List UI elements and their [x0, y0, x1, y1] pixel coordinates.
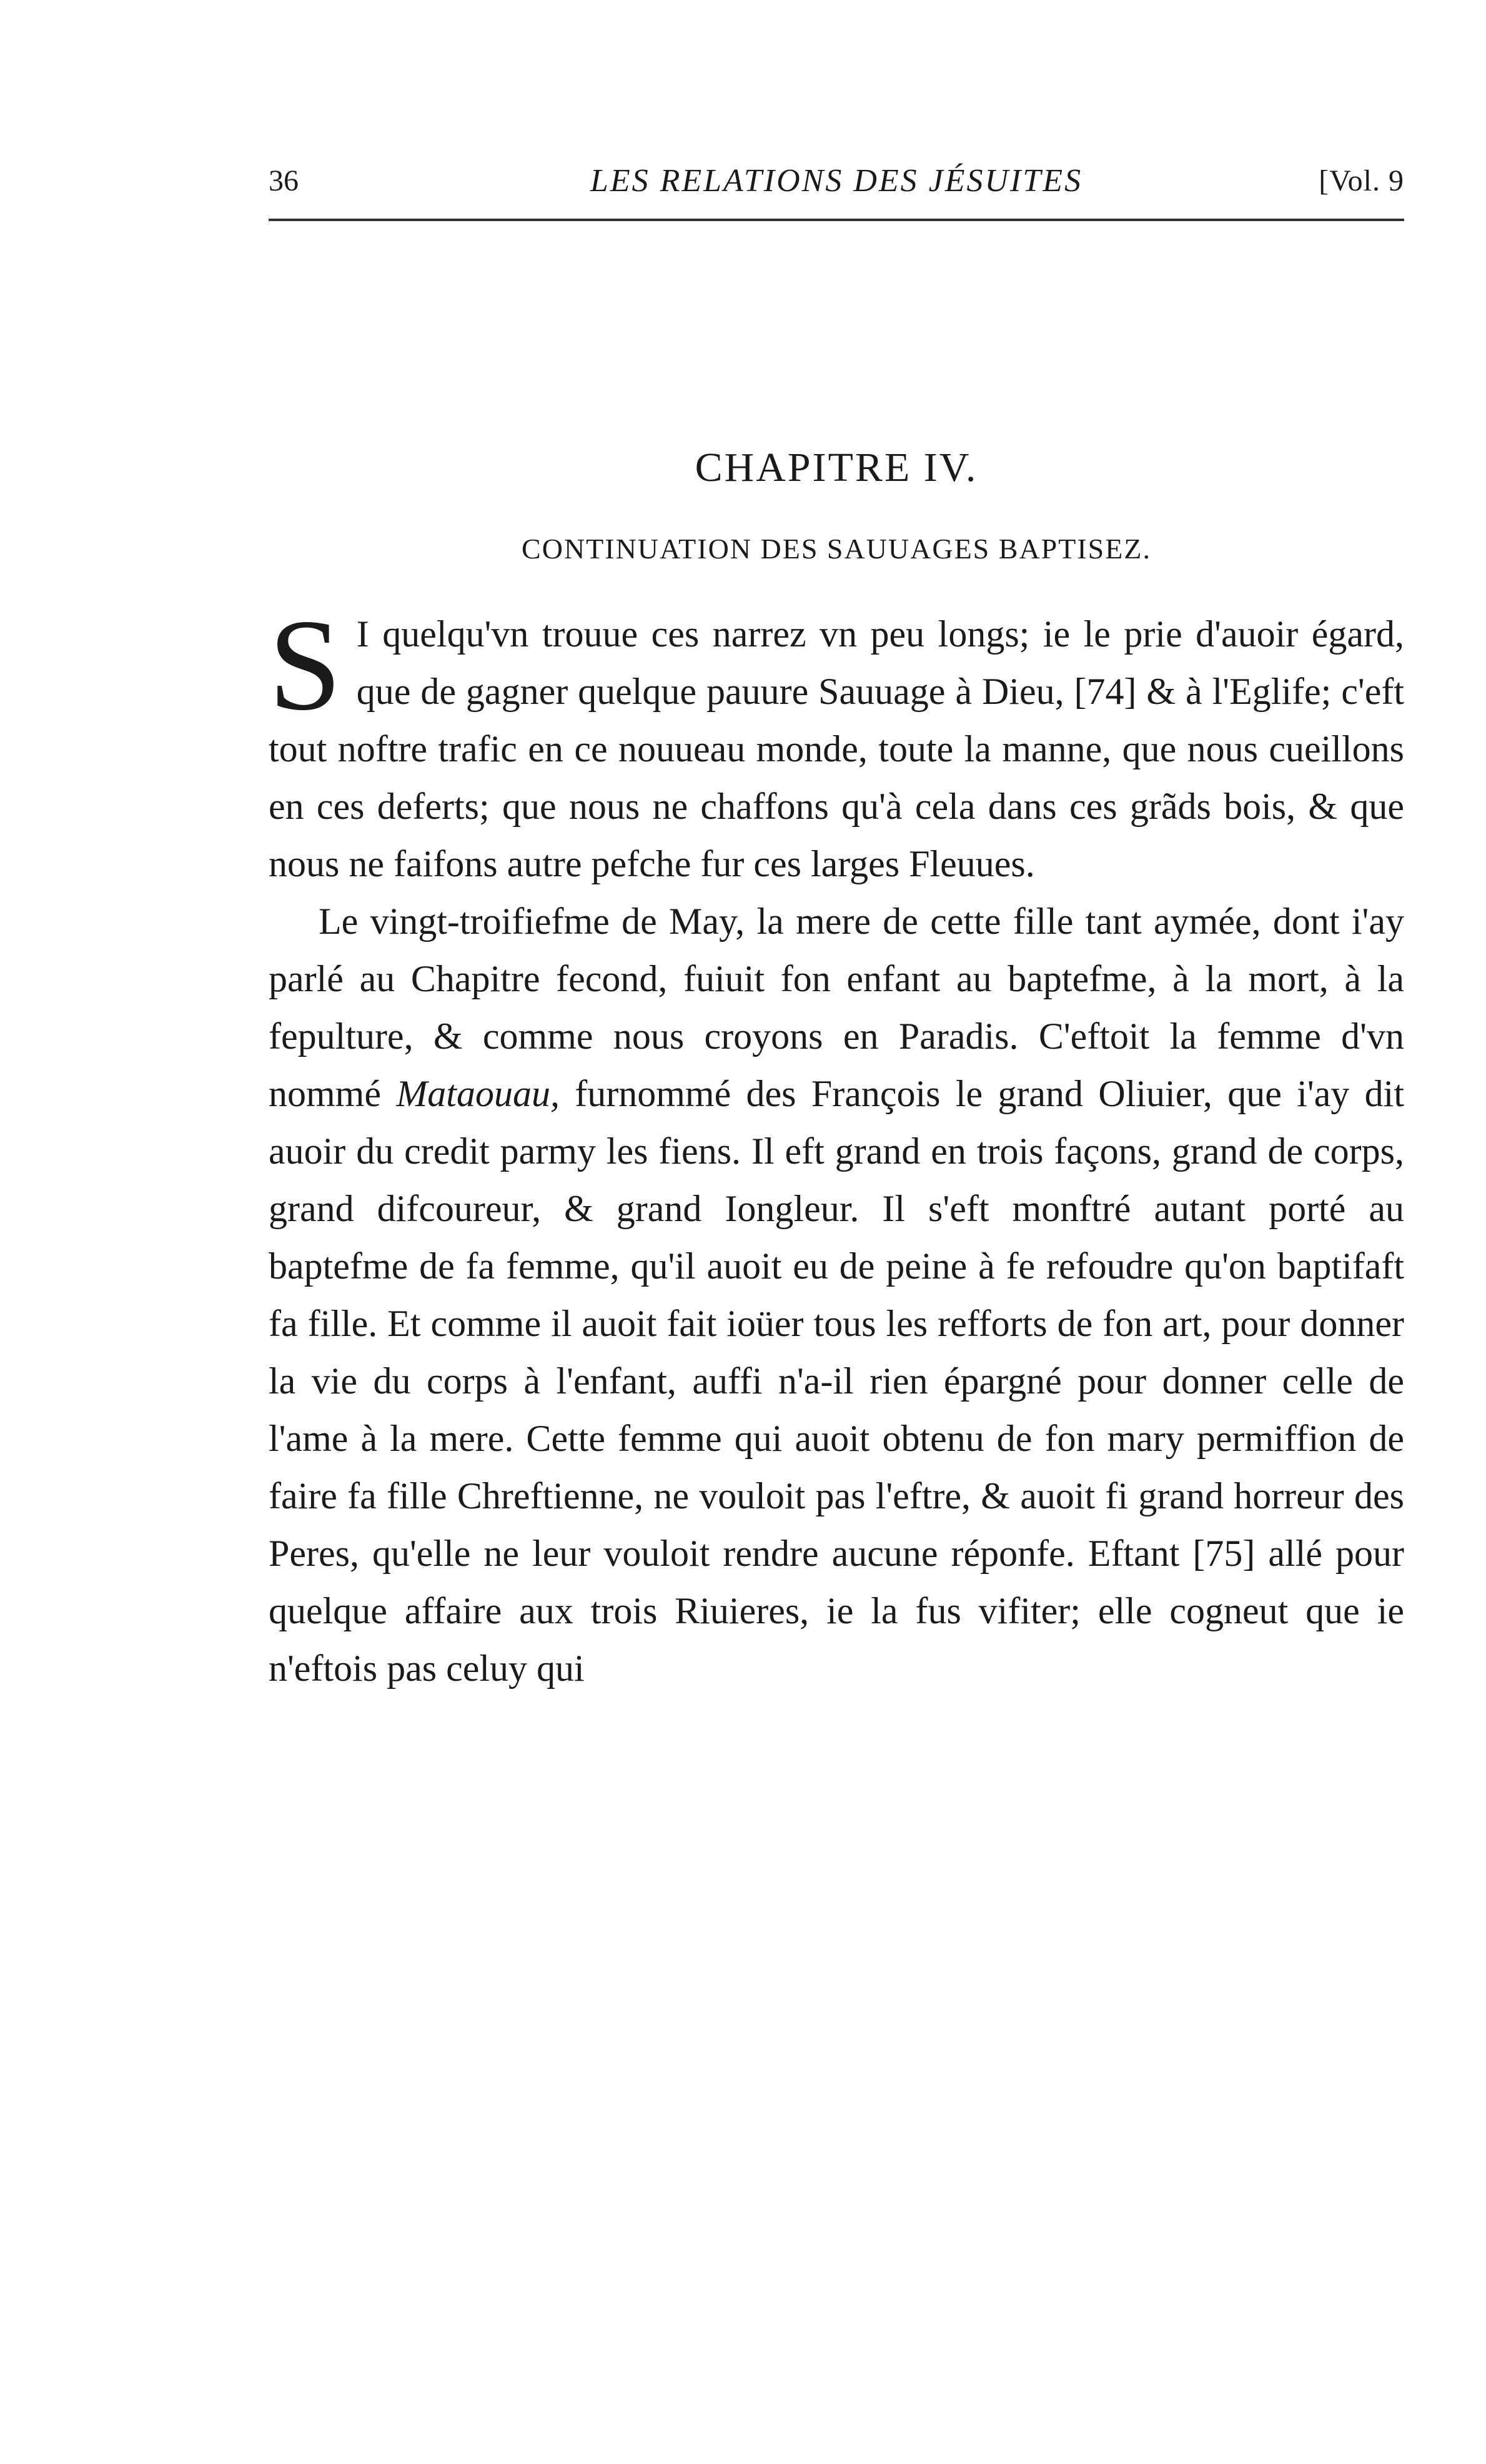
chapter-subtitle: CONTINUATION DES SAUUAGES BAPTISEZ.: [522, 533, 1151, 565]
paragraph-1: [269, 593, 1404, 893]
paragraph-2: [269, 893, 1404, 1697]
book-page: [269, 150, 1404, 1697]
running-header: [269, 150, 1404, 212]
paragraph-1-text: I quelqu'vn trouue ces narrez vn peu longs; ie le prie d'auoir égard, que de gagner quelque pauure Sauuage à Dieu, [74] & à l'Eglife; c'eft tout noftre trafic en ce nouueau monde, toute la manne, que nous cueillons en ces deferts; que nous ne chaffons qu'à cela dans ces grãds bois, & que nous ne faifons autre pefche fur ces larges Fleuues.: [269, 613, 1404, 884]
paragraph-2-text-start: Le vingt-troifiefme de May, la mere de cette fille tant aymée, dont i'ay parlé au Chapitre fecond, fuiuit fon enfant au baptefme, à la mort, à la fepulture, & comme nous croyons en Paradis. C'eftoit la femme d'vn nommé: [269, 901, 1404, 1114]
running-title: LES RELATIONS DES JÉSUITES: [590, 163, 1083, 199]
volume-label: [Vol. 9: [1319, 164, 1404, 197]
italic-name: Mataouau,: [396, 1073, 560, 1114]
drop-cap: S: [269, 593, 342, 738]
header-rule: [269, 219, 1404, 221]
body-text: [269, 593, 1404, 1697]
chapter-title: CHAPITRE IV.: [695, 445, 978, 490]
paragraph-2-text-end: furnommé des François le grand Oliuier, que i'ay dit auoir du credit parmy les fiens. Il eft grand en trois façons, grand de corps, grand difcoureur, & grand Iongleur. Il s'eft monftré autant porté au baptefme de fa femme, qu'il auoit eu de peine à fe refoudre qu'on baptifaft fa fille. Et comme il auoit fait ioüer tous les refforts de fon art, pour donner la vie du corps à l'enfant, auffi n'a-il rien épargné pour donner celle de l'ame à la mere. Cette femme qui auoit obtenu de fon mary permiffion de faire fa fille Chreftienne, ne vouloit pas l'eftre, & auoit fi grand horreur des Peres, qu'elle ne leur vouloit rendre aucune réponfe. Eftant [75] allé pour quelque affaire aux trois Riuieres, ie la fus vifiter; elle cogneut que ie n'eftois pas celuy qui: [269, 1073, 1404, 1689]
page-number: 36: [269, 164, 299, 197]
